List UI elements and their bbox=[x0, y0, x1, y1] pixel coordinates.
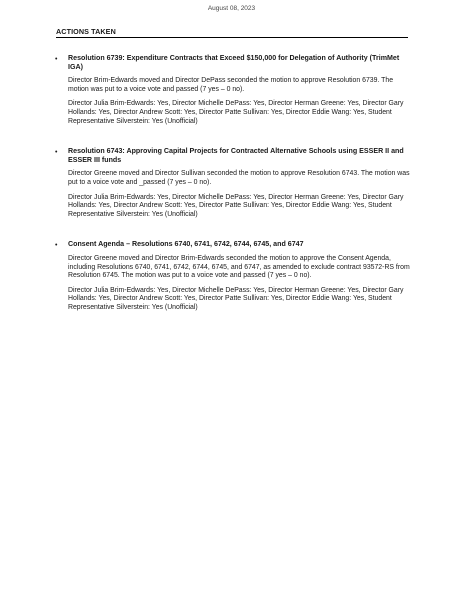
action-title: Resolution 6743: Approving Capital Projects for Contracted Alternative Schools using ESSER II and ESSER III funds bbox=[68, 147, 404, 164]
action-title: Resolution 6739: Expenditure Contracts that Exceed $150,000 for Delegation of Authority (TrimMet IGA) bbox=[68, 54, 400, 71]
motion-text: Director Brim-Edwards moved and Director DePass seconded the motion to approve Resolution 6739. The motion was put to a voice vote and passed (7 yes – 0 no). bbox=[68, 77, 394, 93]
bullet-icon: • bbox=[55, 241, 58, 249]
action-title: Consent Agenda – Resolutions 6740, 6741, 6742, 6744, 6745, and 6747 bbox=[68, 240, 304, 249]
section-header: ACTIONS TAKEN bbox=[56, 27, 408, 38]
action-item bbox=[54, 240, 410, 312]
action-item bbox=[54, 147, 410, 219]
bullet-icon: • bbox=[55, 55, 58, 63]
motion-text: Director Greene moved and Director Sullivan seconded the motion to approve Resolution 6743. The motion was put to a voice vote and _passed (7 yes – 0 no). bbox=[68, 170, 410, 186]
vote-record: Director Julia Brim-Edwards: Yes, Director Michelle DePass: Yes, Director Herman Greene: Yes, Director Gary Hollands: Yes, Director Andrew Scott: Yes, Director Patte Sullivan: Yes, Director Eddie Wang: Yes, Student Representative Silverstein: Yes (Unofficial) bbox=[68, 193, 404, 218]
action-item bbox=[54, 54, 410, 126]
motion-text: Director Greene moved and Director Brim-Edwards seconded the motion to approve the Consent Agenda, including Resolutions 6740, 6741, 6742, 6744, 6745, and 6747, as amended to exclude contract 93572-RS from Resolution 6745. The motion was put to a voice vote and passed (7 yes – 0 no). bbox=[68, 254, 410, 280]
actions-list bbox=[54, 54, 410, 333]
bullet-icon: • bbox=[55, 148, 58, 156]
page-date: August 08, 2023 bbox=[207, 5, 256, 12]
vote-record: Director Julia Brim-Edwards: Yes, Director Michelle DePass: Yes, Director Herman Greene: Yes, Director Gary Hollands: Yes, Director Andrew Scott: Yes, Director Patte Sullivan: Yes, Director Eddie Wang: Yes, Student Representative Silverstein: Yes (Unofficial) bbox=[68, 100, 404, 125]
vote-record: Director Julia Brim-Edwards: Yes, Director Michelle DePass: Yes, Director Herman Greene: Yes, Director Gary Hollands: Yes, Director Andrew Scott: Yes, Director Patte Sullivan: Yes, Director Eddie Wang: Yes, Student Representative Silverstein: Yes (Unofficial) bbox=[68, 286, 404, 311]
